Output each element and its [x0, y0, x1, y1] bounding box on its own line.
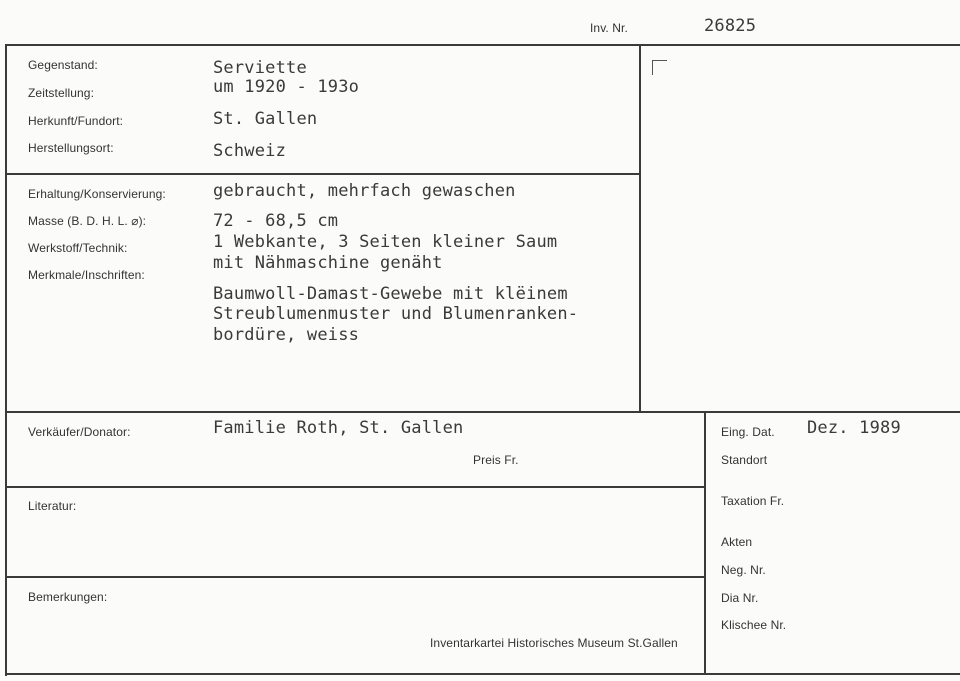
merkmale-value-line3: bordüre, weiss	[213, 325, 360, 345]
gegenstand-value: Serviette	[213, 58, 307, 78]
merkmale-value-line2: Streublumenmuster und Blumenranken-	[213, 304, 579, 324]
neg-nr-label: Neg. Nr.	[721, 563, 766, 577]
verkaeufer-value: Familie Roth, St. Gallen	[213, 418, 464, 438]
herstellungsort-value: Schweiz	[213, 141, 287, 161]
erhaltung-value: gebraucht, mehrfach gewaschen	[213, 181, 516, 201]
masse-label: Masse (B. D. H. L. ⌀):	[28, 214, 147, 228]
taxation-label: Taxation Fr.	[721, 494, 785, 508]
inv-nr-label: Inv. Nr.	[590, 21, 628, 35]
zeitstellung-label: Zeitstellung:	[28, 86, 94, 100]
akten-label: Akten	[721, 535, 753, 549]
standort-label: Standort	[721, 453, 768, 467]
werkstoff-value-line2: mit Nähmaschine genäht	[213, 253, 443, 273]
herkunft-value: St. Gallen	[213, 109, 318, 129]
klischee-nr-label: Klischee Nr.	[721, 618, 787, 632]
preis-label: Preis Fr.	[473, 453, 519, 467]
bottom-border	[5, 673, 960, 675]
merkmale-value-line1: Baumwoll-Damast-Gewebe mit klëinem	[213, 284, 568, 304]
masse-value: 72 - 68,5 cm	[213, 211, 339, 231]
dia-nr-label: Dia Nr.	[721, 591, 759, 605]
right-column-divider	[704, 411, 706, 674]
eing-dat-value: Dez. 1989	[807, 418, 901, 438]
verkaeufer-label: Verkäufer/Donator:	[28, 425, 131, 439]
top-section-rule	[6, 173, 640, 175]
literatur-label: Literatur:	[28, 499, 77, 513]
erhaltung-label: Erhaltung/Konservierung:	[28, 187, 166, 201]
header-rule	[6, 44, 960, 46]
photo-corner-mark	[652, 60, 667, 75]
bemerkungen-rule	[6, 576, 704, 578]
literatur-rule	[6, 486, 704, 488]
left-border	[5, 44, 7, 676]
herstellungsort-label: Herstellungsort:	[28, 141, 114, 155]
herkunft-label: Herkunft/Fundort:	[28, 114, 124, 128]
mid-rule	[6, 411, 960, 413]
gegenstand-label: Gegenstand:	[28, 58, 98, 72]
bemerkungen-label: Bemerkungen:	[28, 590, 108, 604]
photo-box-divider	[639, 44, 641, 412]
merkmale-label: Merkmale/Inschriften:	[28, 268, 145, 282]
card-footer-text: Inventarkartei Historisches Museum St.Gallen	[430, 636, 678, 650]
inv-nr-value: 26825	[704, 16, 757, 36]
eing-dat-label: Eing. Dat.	[721, 425, 775, 439]
werkstoff-label: Werkstoff/Technik:	[28, 241, 128, 255]
werkstoff-value-line1: 1 Webkante, 3 Seiten kleiner Saum	[213, 232, 558, 252]
zeitstellung-value: um 1920 - 193o	[213, 77, 360, 97]
